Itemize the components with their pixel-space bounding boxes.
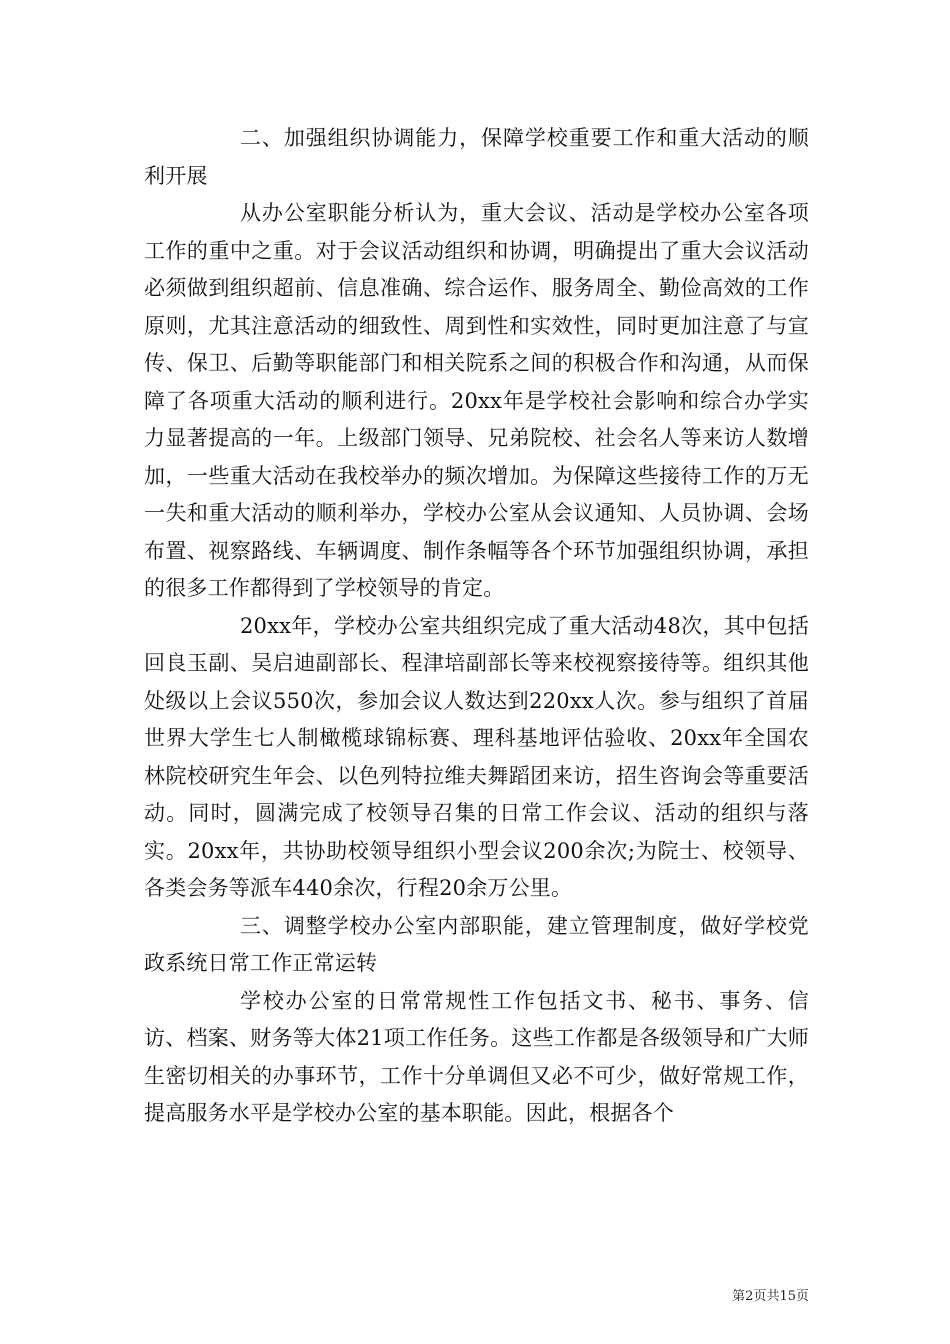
body-paragraph: 20xx年，学校办公室共组织完成了重大活动48次，其中包括回良玉副、吴启迪副部长、程津培副部长等来校视察接待等。组织其他处级以上会议550次，参加会议人数达到220xx人次。参与组织了首届世界大学生七人制橄榄球锦标赛、理科基地评估验收、20xx年全国农林院校研究生年会、以色列特拉维夫舞蹈团来访，招生咨询会等重要活动。同时，圆满完成了校领导召集的日常工作会议、活动的组织与落实。20xx年，共协助校领导组织小型会议200余次;为院士、校领导、各类会务等派车440余次，行程20余万公里。: [144, 613, 809, 900]
document-body: [144, 120, 809, 1133]
page-number-footer: 第2页共15页: [732, 1289, 809, 1304]
body-paragraph: 从办公室职能分析认为，重大会议、活动是学校办公室各项工作的重中之重。对于会议活动组织和协调，明确提出了重大会议活动必须做到组织超前、信息准确、综合运作、服务周全、勤俭高效的工作原则，尤其注意活动的细致性、周到性和实效性，同时更加注意了与宣传、保卫、后勤等职能部门和相关院系之间的积极合作和沟通，从而保障了各项重大活动的顺利进行。20xx年是学校社会影响和综合办学实力显著提高的一年。上级部门领导、兄弟院校、社会名人等来访人数增加，一些重大活动在我校举办的频次增加。为保障这些接待工作的万无一失和重大活动的顺利举办，学校办公室从会议通知、人员协调、会场布置、视察路线、车辆调度、制作条幅等各个环节加强组织协调，承担的很多工作都得到了学校领导的肯定。: [144, 201, 809, 600]
section-heading-3: 三、调整学校办公室内部职能，建立管理制度，做好学校党政系统日常工作正常运转: [144, 913, 809, 975]
body-paragraph: 学校办公室的日常常规性工作包括文书、秘书、事务、信访、档案、财务等大体21项工作任务。这些工作都是各级领导和广大师生密切相关的办事环节，工作十分单调但又必不可少，做好常规工作，提高服务水平是学校办公室的基本职能。因此，根据各个: [144, 988, 809, 1125]
section-heading-2: 二、加强组织协调能力，保障学校重要工作和重大活动的顺利开展: [144, 126, 809, 188]
